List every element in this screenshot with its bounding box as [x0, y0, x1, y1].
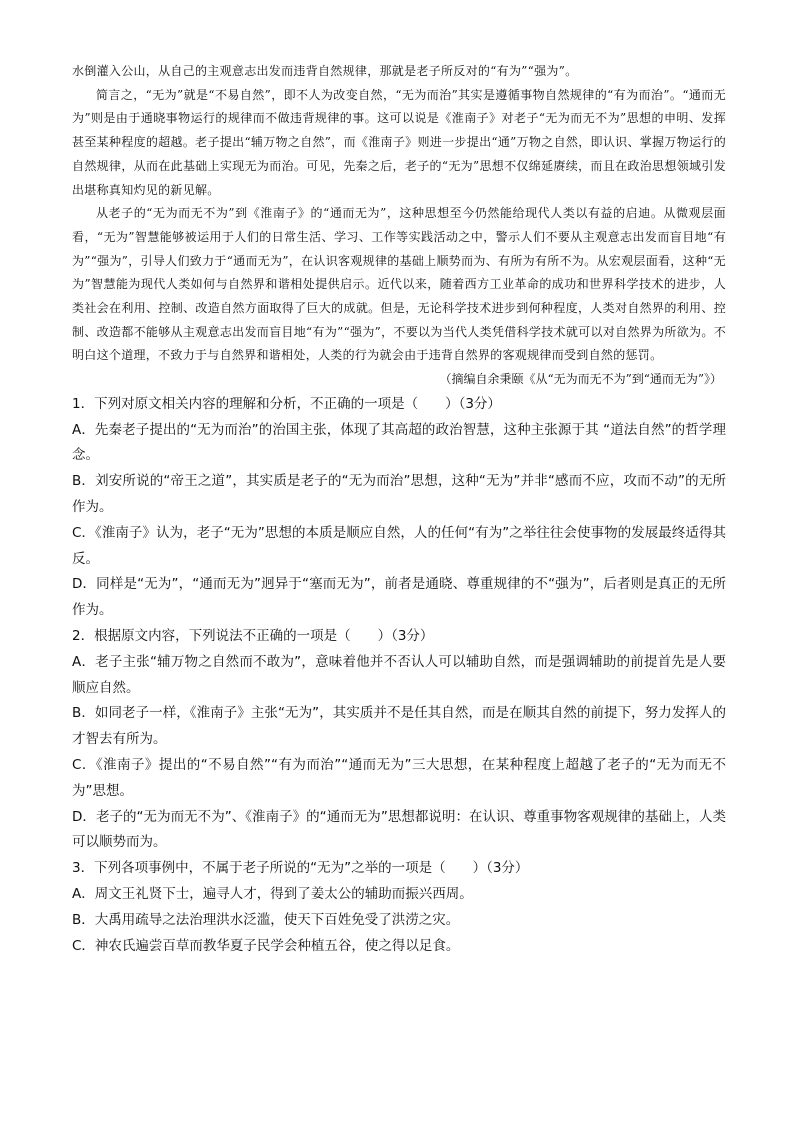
question-3-option-b: B．大禹用疏导之法治理洪水泛滥，使天下百姓免受了洪涝之灾。 — [72, 911, 460, 928]
question-1-option-b: B．刘安所说的“帝王之道”，其实质是老子的“无为而治”思想，这种“无为”并非“感而不应，攻而不动”的无所作为。 — [72, 473, 726, 516]
question-1-option-c: C．《淮南子》认为，老子“无为”思想的本质是顺应自然，人的任何“有为”之举往往会使事物的发展最终适得其反。 — [72, 524, 726, 567]
question-3-option-a: A．周文王礼贤下士，遍寻人才，得到了姜太公的辅助而振兴西周。 — [72, 885, 473, 902]
question-3-option-c: C．神农氏遍尝百草而教华夏子民学会种植五谷，使之得以足食。 — [72, 937, 460, 954]
question-2-option-c: C．《淮南子》提出的“不易自然”“有为而治”“通而无为”三大思想，在某种程度上超越了老子的“无为而无不为”思想。 — [72, 757, 726, 799]
reading-passage — [72, 60, 726, 368]
question-1-stem: 1．下列对原文相关内容的理解和分析，不正确的一项是（ ）（3分） — [72, 395, 501, 412]
document-page — [72, 60, 726, 959]
question-2-option-a: A．老子主张“辅万物之自然而不敢为”，意味着他并不否认人可以辅助自然，而是强调辅助的前提首先是人要顺应自然。 — [72, 653, 726, 696]
question-3 — [72, 856, 726, 959]
passage-paragraph-2: 简言之，“无为”就是“不易自然”，即不人为改变自然，“无为而治”其实是遵循事物自然规律的“有为而治”。“通而无为”则是由于通晓事物运行的规律而不做违背规律的事。这可以说是《淮南子》对老子“无为而无不为”思想的申明、发挥甚至某种程度的超越。老子提出“辅万物之自然”，而《淮南子》则进一步提出“通”万物之自然，即认识、掌握万物运行的自然规律，从而在此基础上实现无为而治。可见，先秦之后，老子的“无为”思想不仅绵延赓续，而且在政治思想领域引发出堪称真知灼见的新见解。 — [72, 87, 726, 197]
question-3-stem: 3．下列各项事例中，不属于老子所说的“无为”之举的一项是（ ）（3分） — [72, 860, 529, 877]
question-2-option-d: D．老子的“无为而无不为”、《淮南子》的“通而无为”思想都说明：在认识、尊重事物客观规律的基础上，人类可以顺势而为。 — [72, 808, 726, 851]
question-2-stem: 2．根据原文内容，下列说法不正确的一项是（ ）（3分） — [72, 628, 434, 645]
question-1 — [72, 392, 726, 624]
passage-paragraph-3: 从老子的“无为而无不为”到《淮南子》的“通而无为”，这种思想至今仍然能给现代人类以有益的启迪。从微观层面看，“无为”智慧能够被运用于人们的日常生活、学习、工作等实践活动之中，警示人们不要从主观意志出发而盲目地“有为”“强为”，引导人们致力于“通而无为”，在认识客观规律的基础上顺势而为、有所为有所不为。从宏观层面看，这种“无为”智慧能为现代人类如何与自然界和谐相处提供启示。近代以来，随着西方工业革命的成功和世界科学技术的进步，人类社会在利用、控制、改造自然方面取得了巨大的成就。但是，无论科学技术进步到何种程度，人类对自然界的利用、控制、改造都不能够从主观意志出发而盲目地“有为”“强为”，不要以为当代人类凭借科学技术就可以对自然界为所欲为。不明白这个道理，不致力于与自然界和谐相处，人类的行为就会由于违背自然界的客观规律而受到自然的惩罚。 — [72, 206, 726, 363]
question-1-option-d: D．同样是“无为”，“通而无为”迥异于“塞而无为”，前者是通晓、尊重规律的不“强为”，后者则是真正的无所作为。 — [72, 576, 726, 619]
question-2 — [72, 624, 726, 856]
question-1-option-a: A．先秦老子提出的“无为而治”的治国主张，体现了其高超的政治智慧，这种主张源于其 “道法自然”的哲学理念。 — [72, 421, 726, 464]
passage-paragraph-1: 水倒灌入公山，从自己的主观意志出发而违背自然规律，那就是老子所反对的“有为”“强为”。 — [72, 64, 578, 78]
passage-source: （摘编自余秉颐《从“无为而无不为”到“通而无为”》） — [439, 372, 722, 387]
question-2-option-b: B．如同老子一样，《淮南子》主张“无为”，其实质并不是任其自然，而是在顺其自然的前提下，努力发挥人的才智去有所为。 — [72, 705, 726, 748]
